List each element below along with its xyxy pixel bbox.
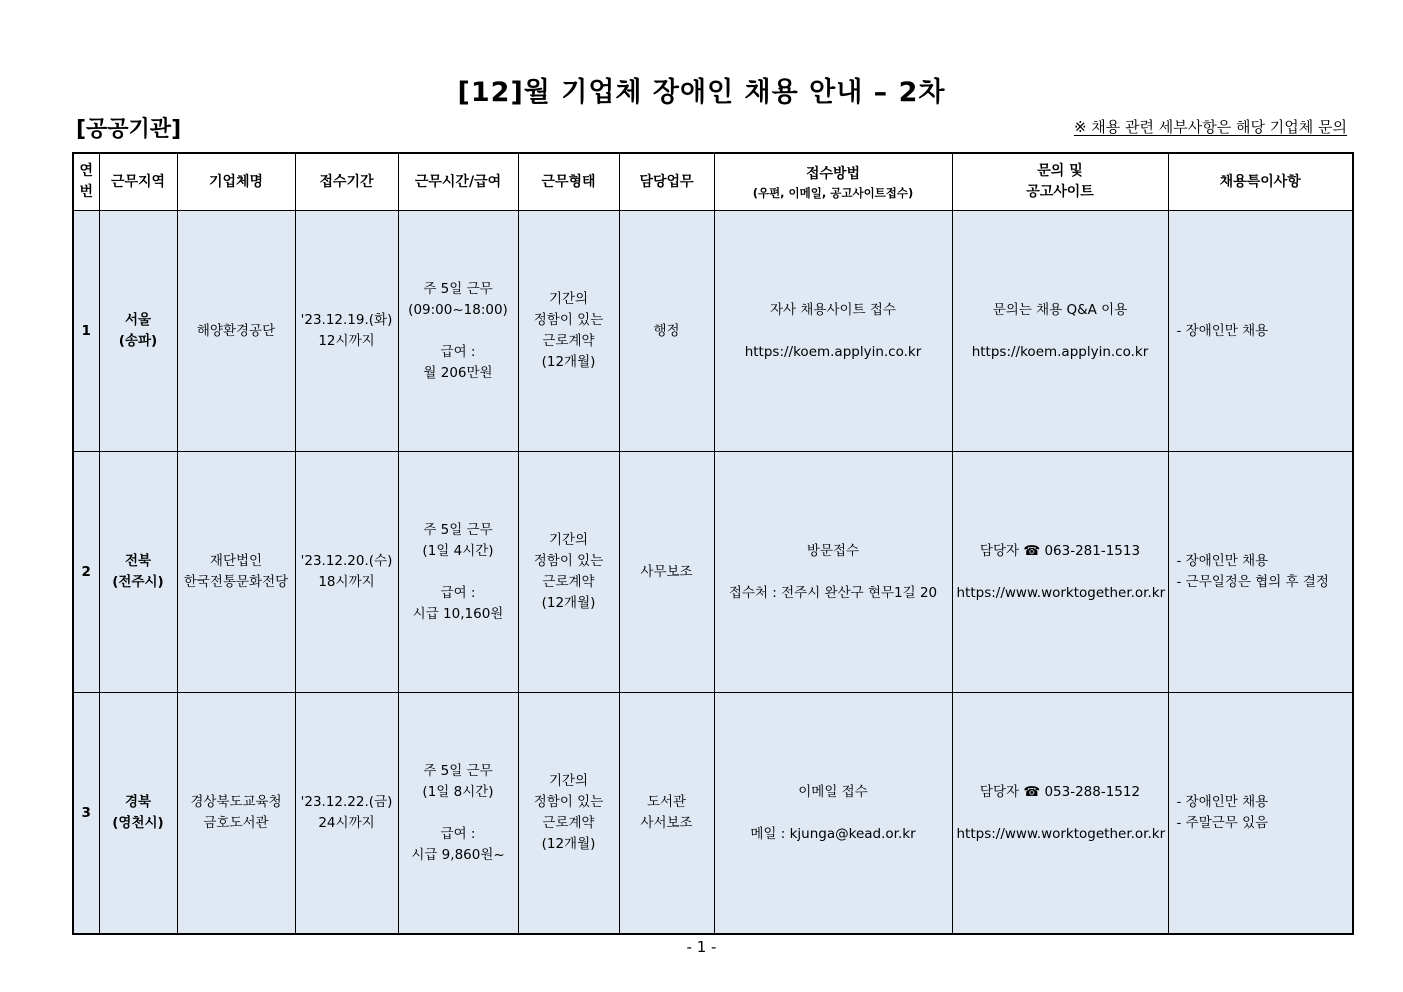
- row-notes: - 장애인만 채용: [1168, 211, 1353, 452]
- row-method: 방문접수 접수처 : 전주시 완산구 현무1길 20: [714, 452, 952, 693]
- row-contact: 담당자 ☎ 063-281-1513 https://www.worktogether.or.kr: [952, 452, 1168, 693]
- row-contact: 문의는 채용 Q&A 이용 https://koem.applyin.co.kr: [952, 211, 1168, 452]
- row-company: 경상북도교육청 금호도서관: [177, 693, 295, 935]
- document-title: [12]월 기업체 장애인 채용 안내 – 2차: [457, 77, 946, 108]
- row-region: 경북 (영천시): [99, 693, 177, 935]
- row-company: 해양환경공단: [177, 211, 295, 452]
- row-method: 이메일 접수 메일 : kjunga@kead.or.kr: [714, 693, 952, 935]
- row-notes: - 장애인만 채용 - 주말근무 있음: [1168, 693, 1353, 935]
- col-header-method: 접수방법 (우편, 이메일, 공고사이트접수): [714, 153, 952, 211]
- row-method: 자사 채용사이트 접수 https://koem.applyin.co.kr: [714, 211, 952, 452]
- row-contact: 담당자 ☎ 053-288-1512 https://www.worktogether.or.kr: [952, 693, 1168, 935]
- row-no: 3: [73, 693, 99, 935]
- col-header-no: 연 번: [73, 153, 99, 211]
- table-row: [73, 211, 1353, 452]
- col-header-company: 기업체명: [177, 153, 295, 211]
- row-company: 재단법인 한국전통문화전당: [177, 452, 295, 693]
- row-employment-type: 기간의 정함이 있는 근로계약 (12개월): [518, 211, 619, 452]
- row-region: 전북 (전주시): [99, 452, 177, 693]
- row-region: 서울 (송파): [99, 211, 177, 452]
- table-row: [73, 452, 1353, 693]
- col-header-hours: 근무시간/급여: [398, 153, 518, 211]
- row-period: '23.12.19.(화) 12시까지: [295, 211, 398, 452]
- section-label: [공공기관]: [76, 117, 182, 142]
- row-employment-type: 기간의 정함이 있는 근로계약 (12개월): [518, 693, 619, 935]
- row-duty: 도서관 사서보조: [619, 693, 714, 935]
- col-header-notes: 채용특이사항: [1168, 153, 1353, 211]
- row-no: 1: [73, 211, 99, 452]
- col-header-contact: 문의 및 공고사이트: [952, 153, 1168, 211]
- col-header-period: 접수기간: [295, 153, 398, 211]
- table-header-row: [73, 153, 1353, 211]
- row-hours-pay: 주 5일 근무 (1일 8시간) 급여 : 시급 9,860원~: [398, 693, 518, 935]
- row-hours-pay: 주 5일 근무 (1일 4시간) 급여 : 시급 10,160원: [398, 452, 518, 693]
- table-row: [73, 693, 1353, 935]
- row-employment-type: 기간의 정함이 있는 근로계약 (12개월): [518, 452, 619, 693]
- row-no: 2: [73, 452, 99, 693]
- job-table: [72, 152, 1354, 935]
- col-header-region: 근무지역: [99, 153, 177, 211]
- row-period: '23.12.22.(금) 24시까지: [295, 693, 398, 935]
- row-period: '23.12.20.(수) 18시까지: [295, 452, 398, 693]
- row-duty: 사무보조: [619, 452, 714, 693]
- col-header-type: 근무형태: [518, 153, 619, 211]
- col-header-duty: 담당업무: [619, 153, 714, 211]
- row-hours-pay: 주 5일 근무 (09:00~18:00) 급여 : 월 206만원: [398, 211, 518, 452]
- page-number: - 1 -: [686, 938, 717, 956]
- row-duty: 행정: [619, 211, 714, 452]
- inquiry-note: ※ 채용 관련 세부사항은 해당 기업체 문의: [1073, 118, 1347, 136]
- row-notes: - 장애인만 채용 - 근무일정은 협의 후 결정: [1168, 452, 1353, 693]
